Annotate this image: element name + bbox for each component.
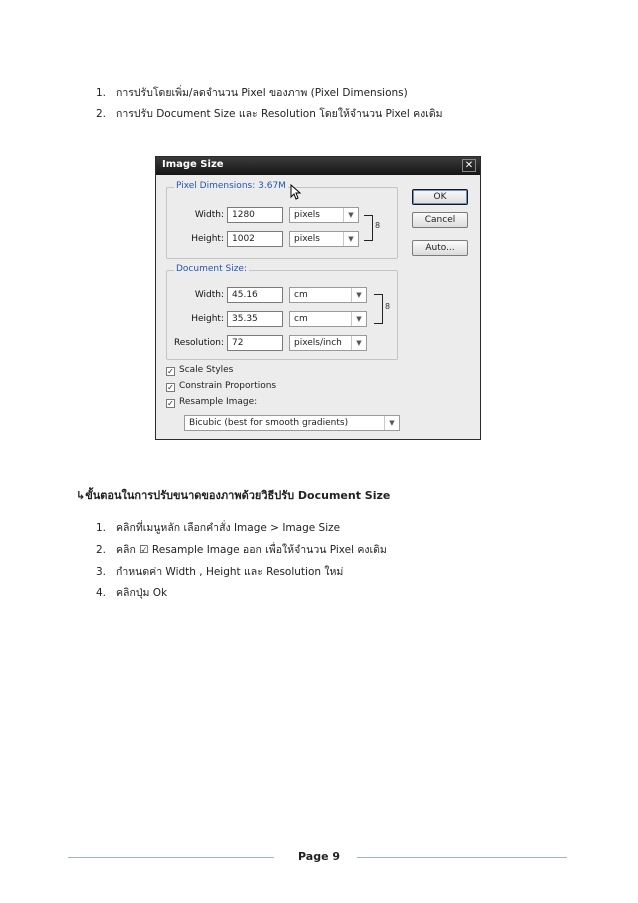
link-chain-icon: 8: [385, 302, 391, 311]
list-item: [96, 86, 408, 100]
chevron-down-icon: ▼: [343, 208, 358, 222]
pixel-dimensions-legend: [174, 181, 288, 191]
list-text: การปรับโดยเพิ่ม/ลดจำนวน Pixel ของภาพ (Pixel Dimensions): [116, 87, 408, 99]
mouse-cursor-icon: [290, 184, 302, 200]
constrain-proportions-checkbox[interactable]: ✓: [167, 383, 174, 392]
list-number: 2.: [96, 108, 107, 120]
cancel-button[interactable]: Cancel: [412, 212, 468, 228]
step-number: 4.: [96, 587, 107, 599]
document-width-unit-select[interactable]: [289, 287, 367, 303]
resample-image-checkbox[interactable]: ✓: [167, 399, 174, 408]
document-height-unit-select[interactable]: [289, 311, 367, 327]
step-item: [96, 565, 343, 579]
link-chain-icon: 8: [375, 221, 381, 230]
list-text: การปรับ Document Size และ Resolution โดยให้จำนวน Pixel คงเดิม: [116, 108, 443, 120]
step-item: [96, 521, 340, 535]
step-text: คลิก ☑ Resample Image ออก เพื่อให้จำนวน Pixel คงเดิม: [116, 544, 387, 556]
chevron-down-icon: ▼: [351, 336, 366, 350]
pixel-height-unit-select[interactable]: [289, 231, 359, 247]
resolution-input[interactable]: 72: [227, 335, 283, 351]
chevron-down-icon: ▼: [351, 288, 366, 302]
document-width-input[interactable]: 45.16: [227, 287, 283, 303]
pixel-width-unit-select[interactable]: [289, 207, 359, 223]
pixel-height-input[interactable]: 1002: [227, 231, 283, 247]
close-button[interactable]: ✕: [462, 159, 476, 172]
document-width-unit: cm: [294, 290, 308, 300]
footer-divider-left: [68, 857, 274, 858]
step-number: 3.: [96, 566, 107, 578]
list-number: 1.: [96, 87, 107, 99]
image-size-dialog: [155, 156, 481, 440]
step-text: คลิกปุ่ม Ok: [116, 587, 168, 599]
step-text: กำหนดค่า Width , Height และ Resolution ใหม่: [116, 566, 344, 578]
heading-text: ขั้นตอนในการปรับขนาดของภาพด้วยวิธีปรับ Document Size: [85, 489, 391, 502]
ok-button[interactable]: OK: [412, 189, 468, 205]
pixel-dimensions-value: 3.67M: [258, 181, 286, 191]
dialog-titlebar: [156, 157, 480, 175]
resolution-label: Resolution:: [173, 338, 224, 348]
pixel-height-label: Height:: [191, 234, 224, 244]
pixel-height-unit: pixels: [294, 234, 320, 244]
document-height-unit: cm: [294, 314, 308, 324]
document-size-label: Document Size:: [176, 264, 247, 274]
arrow-icon: ↳: [76, 489, 86, 502]
step-number: 2.: [96, 544, 107, 556]
resample-image-label: Resample Image:: [179, 397, 258, 407]
pixel-dimensions-label: Pixel Dimensions:: [176, 181, 256, 191]
chevron-down-icon: ▼: [343, 232, 358, 246]
pixel-width-unit: pixels: [294, 210, 320, 220]
list-item: [96, 107, 443, 121]
page-number: Page 9: [298, 850, 341, 863]
section-heading: [76, 486, 390, 504]
constrain-proportions-label: Constrain Proportions: [179, 381, 277, 391]
step-number: 1.: [96, 522, 107, 534]
constrain-bracket: [364, 215, 373, 241]
footer-divider-right: [357, 857, 567, 858]
document-height-input[interactable]: 35.35: [227, 311, 283, 327]
pixel-width-label: Width:: [194, 210, 224, 220]
step-item: [96, 543, 387, 557]
chevron-down-icon: ▼: [351, 312, 366, 326]
resample-method-value: Bicubic (best for smooth gradients): [189, 418, 349, 428]
scale-styles-label: Scale Styles: [179, 365, 234, 375]
dialog-title: Image Size: [162, 159, 224, 170]
pixel-width-input[interactable]: 1280: [227, 207, 283, 223]
step-item: [96, 586, 167, 600]
resolution-unit: pixels/inch: [294, 338, 342, 348]
resolution-unit-select[interactable]: [289, 335, 367, 351]
auto-button[interactable]: Auto...: [412, 240, 468, 256]
constrain-bracket: [374, 294, 383, 324]
scale-styles-checkbox[interactable]: ✓: [167, 367, 174, 376]
step-text: คลิกที่เมนูหลัก เลือกคำสั่ง Image > Image Size: [116, 522, 341, 534]
resample-method-select[interactable]: [184, 415, 400, 431]
document-width-label: Width:: [194, 290, 224, 300]
document-height-label: Height:: [191, 314, 224, 324]
chevron-down-icon: ▼: [384, 416, 399, 430]
